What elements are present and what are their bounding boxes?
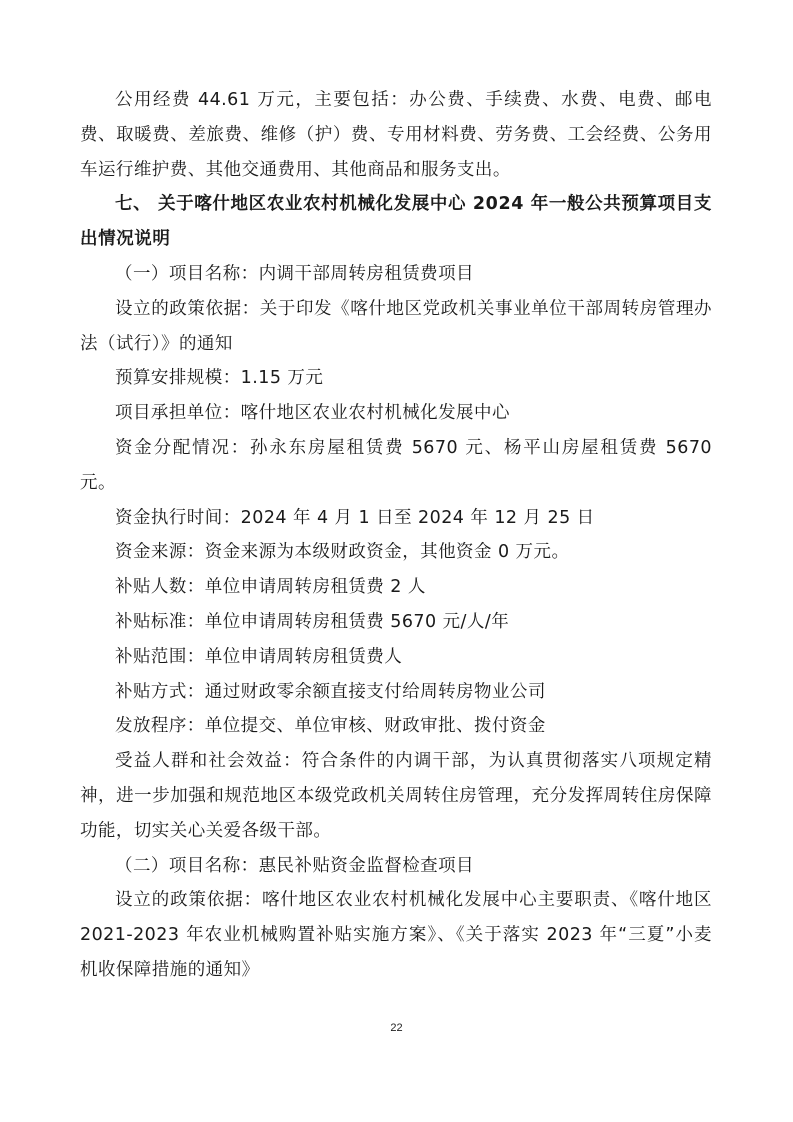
project-name: （二）项目名称：惠民补贴资金监督检查项目 <box>115 855 474 876</box>
policy-basis: 设立的政策依据：喀什地区农业农村机械化发展中心主要职责、《喀什地区 2021-2023 年农业机械购置补贴实施方案》、《关于落实 2023 年“三夏”小麦机收保障措施的通知》 <box>80 890 712 980</box>
responsible-unit: 项目承担单位：喀什地区农业农村机械化发展中心 <box>115 403 510 424</box>
execution-period: 资金执行时间：2024 年 4 月 1 日至 2024 年 12 月 25 日 <box>115 507 595 528</box>
page-number: 22 <box>390 1022 403 1034</box>
subsidy-people: 补贴人数：单位申请周转房租赁费 2 人 <box>115 577 426 598</box>
project-name: （一）项目名称：内调干部周转房租赁费项目 <box>115 263 474 284</box>
fund-allocation: 资金分配情况：孙永东房屋租赁费 5670 元、杨平山房屋租赁费 5670 元。 <box>80 437 712 493</box>
beneficiaries-benefit: 受益人群和社会效益：符合条件的内调干部，为认真贯彻落实八项规定精神，进一步加强和规范地区本级党政机关周转住房管理，充分发挥周转住房保障功能，切实关心关爱各级干部。 <box>80 751 712 841</box>
policy-basis: 设立的政策依据：关于印发《喀什地区党政机关事业单位干部周转房管理办法（试行）》的通知 <box>80 298 712 354</box>
fund-source: 资金来源：资金来源为本级财政资金，其他资金 0 万元。 <box>115 542 570 563</box>
distribution-procedure: 发放程序：单位提交、单位审核、财政审批、拨付资金 <box>115 716 546 737</box>
subsidy-standard: 补贴标准：单位申请周转房租赁费 5670 元/人/年 <box>115 611 510 632</box>
subsidy-scope: 补贴范围：单位申请周转房租赁费人 <box>115 646 403 667</box>
subsidy-method: 补贴方式：通过财政零余额直接支付给周转房物业公司 <box>115 681 546 702</box>
section-heading: 七、 关于喀什地区农业农村机械化发展中心 2024 年一般公共预算项目支出情况说明 <box>80 194 712 250</box>
budget-scale: 预算安排规模：1.15 万元 <box>115 368 324 389</box>
body-text <box>80 83 712 988</box>
paragraph-public-expenses: 公用经费 44.61 万元，主要包括：办公费、手续费、水费、电费、邮电费、取暖费、差旅费、维修（护）费、专用材料费、劳务费、工会经费、公务用车运行维护费、其他交通费用、其他商品和服务支出。 <box>80 90 712 180</box>
